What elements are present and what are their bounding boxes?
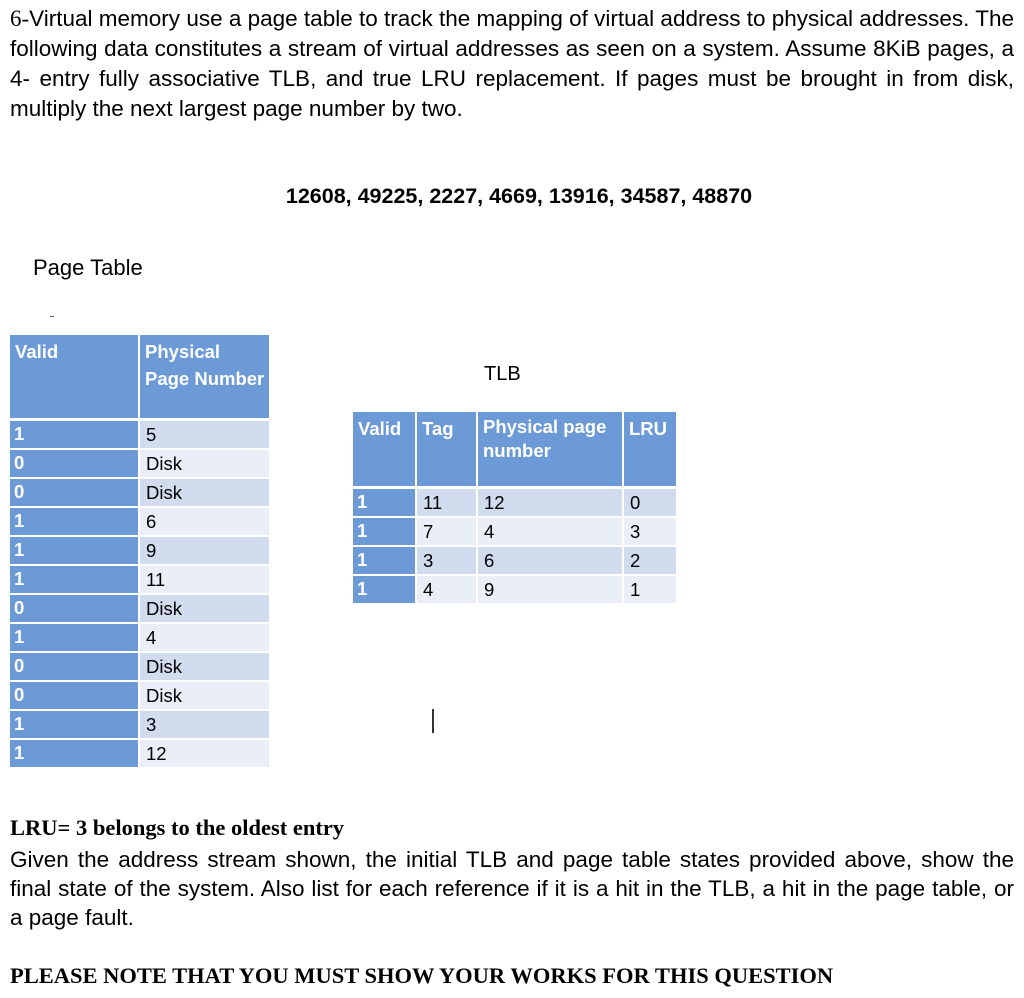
page-table-title: Page Table (33, 255, 143, 280)
page-table-header-ppn: Physical Page Number (140, 335, 269, 418)
tlb-ppn-cell: 6 (478, 547, 622, 574)
tlb-lru-cell: 2 (624, 547, 676, 574)
page-table-valid-cell: 0 (10, 479, 138, 506)
page-table-ppn-cell: Disk (140, 682, 269, 709)
page-table-valid-cell: 0 (10, 682, 138, 709)
question-text: Given the address stream shown, the initial TLB and page table states provided above, show the final state of the system. Also list for each reference if it is a hit in the TLB, a hit in the page table, or a page fault. (10, 847, 1014, 930)
page-table-ppn-cell: Disk (140, 479, 269, 506)
lru-note: LRU= 3 belongs to the oldest entry (10, 815, 345, 840)
page-table-header-valid: Valid (10, 335, 138, 418)
page-table-valid-cell: 0 (10, 595, 138, 622)
page-table-valid-cell: 0 (10, 450, 138, 477)
tlb-tag-cell: 3 (417, 547, 476, 574)
page-table-valid-cell: 1 (10, 421, 138, 448)
page-table-valid-cell: 1 (10, 740, 138, 767)
tlb-header-ppn: Physical page number (478, 412, 622, 486)
tlb-header-tag: Tag (417, 412, 476, 486)
tlb-ppn-cell: 4 (478, 518, 622, 545)
stray-dash (50, 316, 54, 317)
problem-text: Virtual memory use a page table to track the mapping of virtual address to physical addresses. The following data constitutes a stream of virtual addresses as seen on a system. Assume 8KiB pages, a 4- entry fully associative TLB, and true LRU replacement. If pages must be brought in from disk, multiply the next largest page number by two. (10, 6, 1014, 121)
page-table-valid-cell: 1 (10, 537, 138, 564)
page-table-valid-cell: 1 (10, 624, 138, 651)
page-table-ppn-cell: 12 (140, 740, 269, 767)
show-work-note: PLEASE NOTE THAT YOU MUST SHOW YOUR WORKS FOR THIS QUESTION (10, 963, 834, 988)
tlb-lru-cell: 1 (624, 576, 676, 603)
page-table-ppn-cell: Disk (140, 653, 269, 680)
tlb-lru-cell: 3 (624, 518, 676, 545)
page-table-ppn-cell: 4 (140, 624, 269, 651)
tlb-valid-cell: 1 (353, 576, 415, 603)
page-table-ppn-cell: 9 (140, 537, 269, 564)
page-table-ppn-cell: Disk (140, 595, 269, 622)
tlb-header-lru: LRU (624, 412, 676, 486)
tlb-valid-cell: 1 (353, 518, 415, 545)
page-table-ppn-cell: 3 (140, 711, 269, 738)
tlb-tag-cell: 4 (417, 576, 476, 603)
tlb-tag-cell: 7 (417, 518, 476, 545)
question-number: 6- (10, 6, 30, 31)
address-stream: 12608, 49225, 2227, 4669, 13916, 34587, 48870 (285, 184, 753, 208)
tlb-valid-cell: 1 (353, 489, 415, 516)
tlb-ppn-cell: 12 (478, 489, 622, 516)
page-table-ppn-cell: Disk (140, 450, 269, 477)
tlb-title: TLB (484, 363, 521, 385)
problem-statement (10, 4, 1014, 124)
page-table-valid-cell: 1 (10, 508, 138, 535)
page-table-ppn-cell: 5 (140, 421, 269, 448)
text-cursor (432, 709, 434, 733)
tlb-valid-cell: 1 (353, 547, 415, 574)
page-table-valid-cell: 1 (10, 711, 138, 738)
page-table-ppn-cell: 11 (140, 566, 269, 593)
page-table-valid-cell: 0 (10, 653, 138, 680)
page-table-valid-cell: 1 (10, 566, 138, 593)
tlb-lru-cell: 0 (624, 489, 676, 516)
tlb-ppn-cell: 9 (478, 576, 622, 603)
page-table-ppn-cell: 6 (140, 508, 269, 535)
tlb-header-valid: Valid (353, 412, 415, 486)
tlb-tag-cell: 11 (417, 489, 476, 516)
